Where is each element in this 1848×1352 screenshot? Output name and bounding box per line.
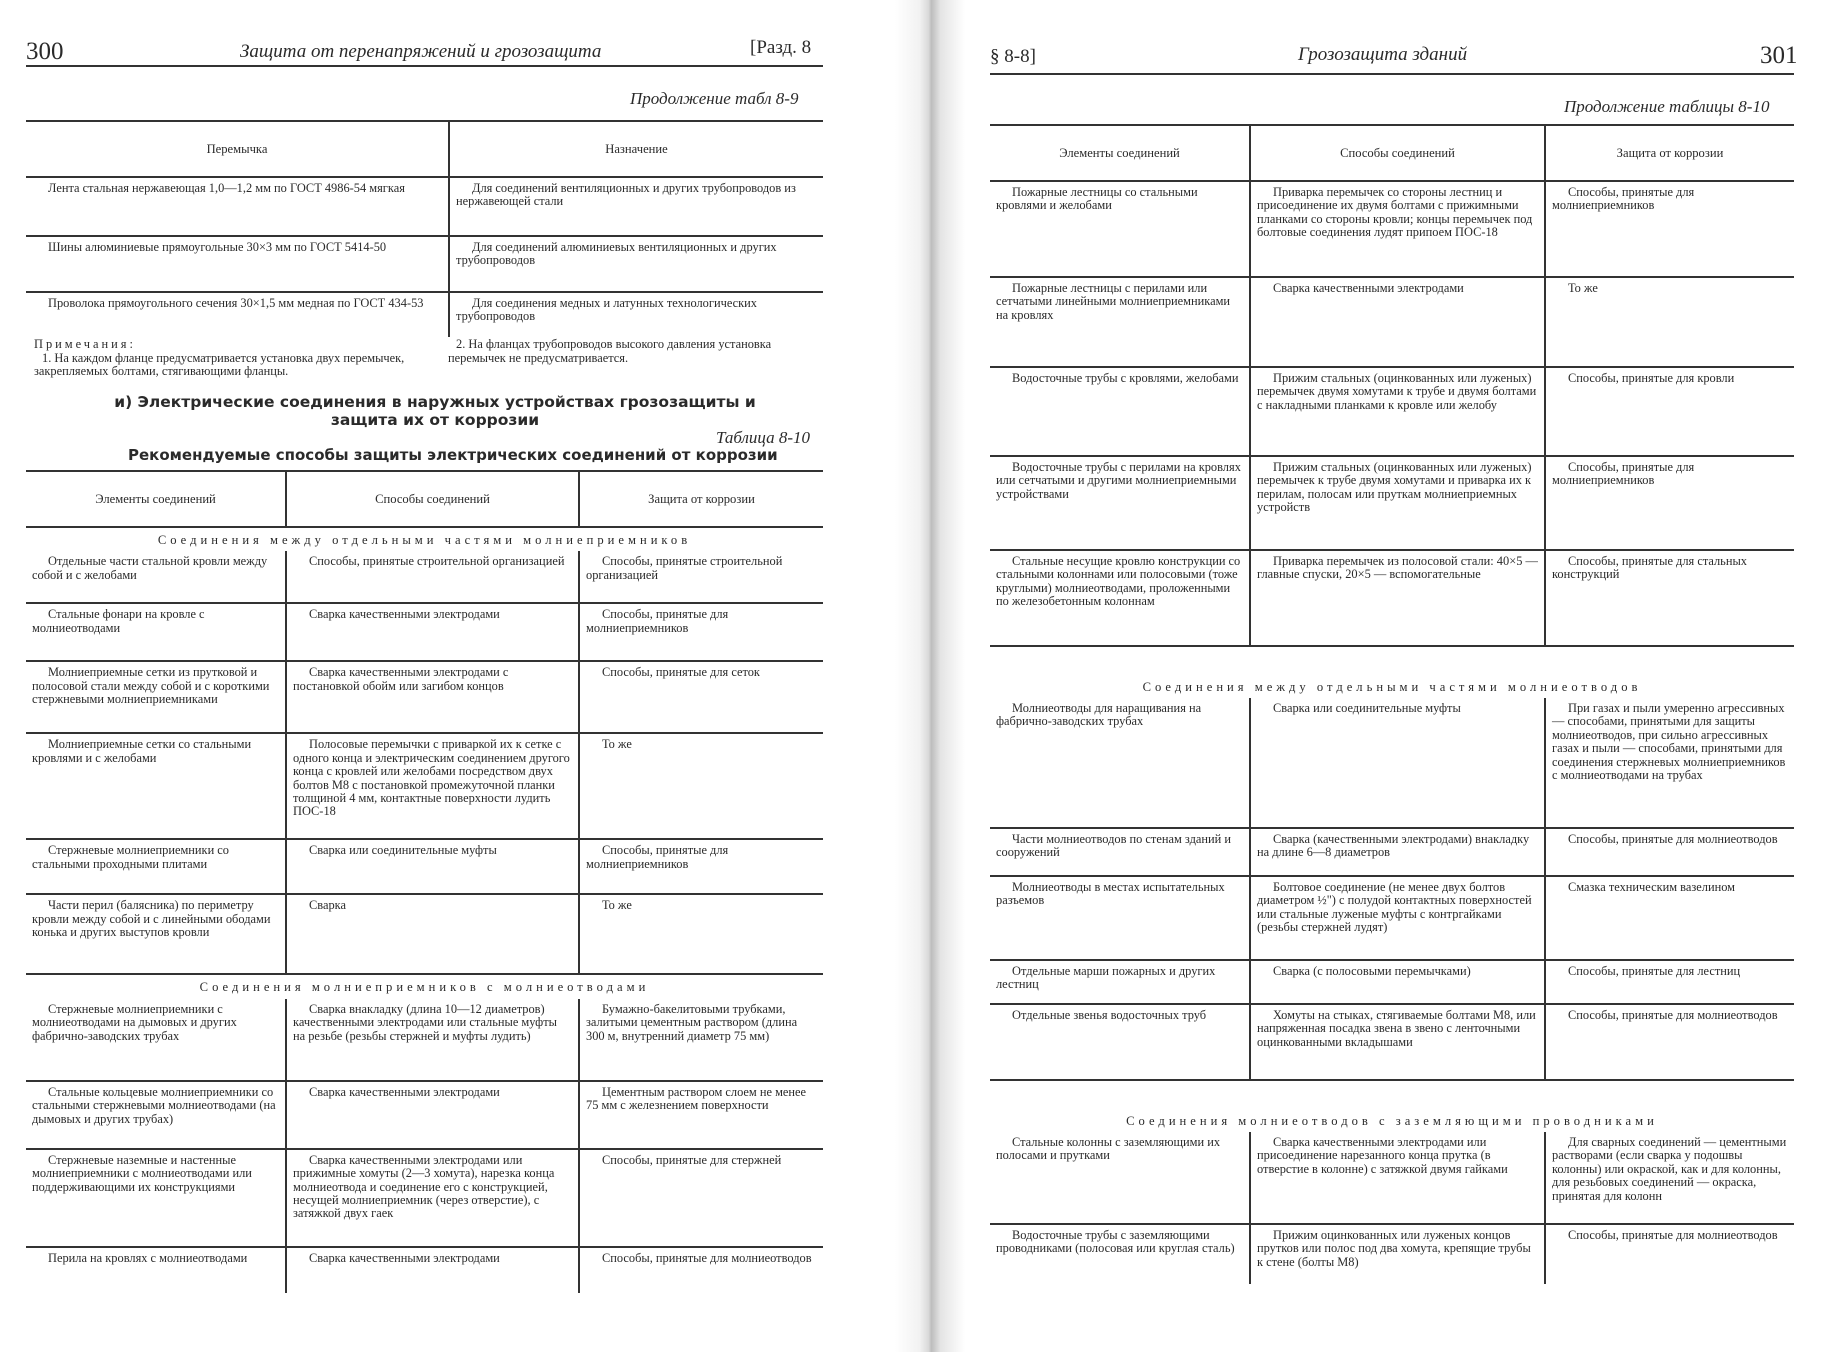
table-cell: Для соединений вентиляционных и других трубопроводов из нержавеющей стали <box>449 177 823 236</box>
table-cell: Прижим стальных (оцинкованных или луженых) перемычек двумя хомутами к трубе и двумя болтами с накладными планками к кровле или желобу <box>1250 367 1545 456</box>
table-row <box>26 999 823 1081</box>
table-cell: Шины алюминиевые прямоугольные 30×3 мм по ГОСТ 5414-50 <box>48 240 387 254</box>
table-row <box>990 181 1794 277</box>
table-row <box>26 894 823 974</box>
table-cell: Молниеприемные сетки из прутковой и полосовой стали между собой и с короткими стержневыми молниеприемниками <box>32 665 270 707</box>
table-cell: Способы, принятые для сеток <box>579 661 823 733</box>
table-row <box>26 551 823 603</box>
table-8-10-continued <box>990 124 1794 1284</box>
table-cell: Цементным раствором слоем не менее 75 мм с железнением поверхности <box>579 1081 823 1149</box>
column-header: Назначение <box>449 121 823 177</box>
table-row <box>26 236 823 292</box>
table-cell: Полосовые перемычки с приваркой их к сетке с одного конца и электрическим соединением другого конца с кровлей или желобами посредством двух болтов М8 с постановкой промежуточной планки толщиной 4 мм, контактные поверхности лудить ПОС-18 <box>286 733 579 839</box>
table-row <box>990 456 1794 550</box>
table-cell: То же <box>1545 277 1794 367</box>
page-number: 300 <box>26 38 64 65</box>
table-cell: Способы, принятые для молниеотводов <box>1545 1004 1794 1080</box>
table-cell: То же <box>579 733 823 839</box>
column-header: Способы соединений <box>286 471 579 527</box>
notes-left <box>34 338 424 379</box>
table-cell: Сварка (качественными электродами) внакладку на длине 6—8 диаметров <box>1250 828 1545 876</box>
table-row <box>990 550 1794 646</box>
table-cell: Сварка (с полосовыми перемычками) <box>1250 960 1545 1004</box>
note-1: 1. На каждом фланце предусматривается установка двух перемычек, закрепляемых болтами, стягивающими фланцы. <box>34 350 405 378</box>
notes-heading: Примечания: <box>34 337 136 351</box>
table-cell: Пожарные лестницы с перилами или сетчатыми линейными молниеприемниками на кровлях <box>996 281 1231 322</box>
table-cell: Для соединения медных и латунных технологических трубопроводов <box>449 292 823 337</box>
table-cell: Хомуты на стыках, стягиваемые болтами М8, или напряженная посадка звена в звено с ленточными оцинкованными вкладышами <box>1250 1004 1545 1080</box>
table-cell: Отдельные части стальной кровли между собой и с желобами <box>32 554 268 582</box>
table-cell: Водосточные трубы с кровлями, желобами <box>1012 371 1239 385</box>
table-cell: Проволока прямоугольного сечения 30×1,5 мм медная по ГОСТ 434-53 <box>48 296 424 310</box>
table-row <box>990 367 1794 456</box>
column-header: Защита от коррозии <box>1545 125 1794 181</box>
column-header: Способы соединений <box>1250 125 1545 181</box>
table-title: Рекомендуемые способы защиты электрических соединений от коррозии <box>128 446 778 464</box>
right-page <box>960 0 1848 1352</box>
table-cell: Прижим стальных (оцинкованных или луженых) перемычек к трубе двумя хомутами и приварка их к перилам, полосам или пруткам молниеприемных устройств <box>1250 456 1545 550</box>
table-cell: Молниеотводы в местах испытательных разъемов <box>996 880 1225 908</box>
table-cell: Отдельные марши пожарных и других лестниц <box>996 964 1216 992</box>
section-title: и) Электрические соединения в наружных устройствах грозозащиты и защита их от коррозии <box>114 393 756 429</box>
table-row <box>26 292 823 337</box>
section-ref: § 8-8] <box>990 46 1036 67</box>
table-cell: Для соединений алюминиевых вентиляционных и других трубопроводов <box>449 236 823 292</box>
table-cell: Бумажно-бакелитовыми трубками, залитыми цементным раствором (длина 300 м, внутренний диаметр 75 мм) <box>579 999 823 1081</box>
table-cell: Молниеприемные сетки со стальными кровлями и с желобами <box>32 737 252 765</box>
table-cell: Стальные кольцевые молниеприемники со стальными стержневыми молниеотводами (на дымовых и других трубах) <box>32 1084 276 1126</box>
table-cell: Стальные несущие кровлю конструкции со стальными колоннами или полосовыми (тоже круглыми) молниеотводами, проложенными по железобетонным колоннам <box>996 554 1241 609</box>
table-cell: Сварка <box>286 894 579 974</box>
table-cell: Сварка внакладку (длина 10—12 диаметров) качественными электродами или стальные муфты на резьбе (резьбы стержней и муфты лудить) <box>286 999 579 1081</box>
table-cell: Сварка качественными электродами или прижимные хомуты (2—3 хомута), нарезка конца молниеотвода и соединение его с конструкцией, несущей молниеприемник (через отверстие), с затяжкой двух гаек <box>286 1149 579 1247</box>
header-rule <box>26 65 823 67</box>
table-cell: Приварка перемычек из полосовой стали: 40×5 — главные спуски, 20×5 — вспомогательные <box>1250 550 1545 646</box>
table-cell: Смазка техническим вазелином <box>1545 876 1794 960</box>
table-cell: Способы, принятые для молниеотводов <box>1545 828 1794 876</box>
section-row <box>990 1080 1794 1132</box>
table-cell: Способы, принятые для молниеприемников <box>1545 456 1794 550</box>
table-cell: Перила на кровлях с молниеотводами <box>48 1250 248 1265</box>
table-cell: Способы, принятые для молниеотводов <box>1545 1224 1794 1284</box>
table-row <box>990 698 1794 828</box>
table-cell: Стальные фонари на кровле с молниеотводами <box>32 607 205 635</box>
table-cell: Водосточные трубы с заземляющими проводниками (полосовая или круглая сталь) <box>996 1228 1235 1256</box>
table-cell: Способы, принятые для кровли <box>1545 367 1794 456</box>
section-row <box>26 527 823 551</box>
table-cell: Способы, принятые для лестниц <box>1545 960 1794 1004</box>
table-cell: Сварка качественными электродами или присоединение нарезанного конца прутка (в отверстие в колонне) с затяжкой двумя гайками <box>1250 1132 1545 1224</box>
table-label: Таблица 8-10 <box>716 428 810 447</box>
table-cell: Части перил (балясника) по периметру кровли между собой и с линейными ободами конька и других выступов кровли <box>32 898 271 940</box>
book-gutter <box>895 0 965 1352</box>
table-cell: Прижим оцинкованных или луженых концов прутков или полос под два хомута, крепящие трубы к стене (болты М8) <box>1250 1224 1545 1284</box>
table-row <box>990 828 1794 876</box>
section-row <box>990 646 1794 698</box>
section-heading: Соединения между отдельными частями молниеотводов <box>1142 679 1642 694</box>
table-cell: Сварка качественными электродами с постановкой обойм или загибом концов <box>286 661 579 733</box>
table-cell: Способы, принятые строительной организацией <box>286 551 579 603</box>
section-heading: Соединения молниеотводов с заземляющими проводниками <box>1126 1113 1658 1128</box>
left-page <box>0 0 900 1352</box>
table-cell: При газах и пыли умеренно агрессивных — способами, принятыми для защиты молниеотводов, при сильно агрессивных газах и пыли — способами, принятыми для соединения стержневых молниеприемников с молниеотводами на трубах <box>1545 698 1794 828</box>
table-cell: Способы, принятые для молниеприемников <box>579 839 823 894</box>
running-title: Грозозащита зданий <box>1298 44 1468 65</box>
section-ref: [Разд. 8 <box>750 37 812 58</box>
table-cell: Лента стальная нержавеющая 1,0—1,2 мм по ГОСТ 4986-54 мягкая <box>48 181 405 195</box>
table-cell: Для сварных соединений — цементными растворами (если сварка у подошвы колонны) или окраской, как и для колонны, для резьбовых соединений — окраска, принятая для колонн <box>1545 1132 1794 1224</box>
table-cell: Стальные колонны с заземляющими их полосами и прутками <box>996 1135 1221 1163</box>
table-cell: Сварка качественными электродами <box>286 603 579 661</box>
table-row <box>990 1224 1794 1284</box>
table-continuation-label: Продолжение табл 8-9 <box>630 89 799 108</box>
table-row <box>26 661 823 733</box>
table-cell: Молниеотводы для наращивания на фабрично-заводских трубах <box>996 701 1202 729</box>
table-cell: Способы, принятые для молниеотводов <box>579 1247 823 1293</box>
column-header: Элементы соединений <box>1059 146 1180 161</box>
section-row <box>26 974 823 998</box>
table-cell: Сварка качественными электродами <box>286 1247 579 1293</box>
table-cell: Отдельные звенья водосточных труб <box>1012 1008 1207 1022</box>
table-continuation-label: Продолжение таблицы 8-10 <box>1564 97 1770 116</box>
table-cell: Сварка или соединительные муфты <box>286 839 579 894</box>
table-cell: То же <box>579 894 823 974</box>
table-row <box>26 839 823 894</box>
table-cell: Сварка качественными электродами <box>286 1081 579 1149</box>
table-row <box>990 960 1794 1004</box>
table-cell: Сварка качественными электродами <box>1250 277 1545 367</box>
table-row <box>990 277 1794 367</box>
table-row <box>26 1247 823 1293</box>
table-cell: Стержневые молниеприемники с молниеотводами на дымовых и других фабрично-заводских трубах <box>32 1001 237 1043</box>
column-header: Элементы соединений <box>95 492 216 507</box>
header-rule <box>990 73 1794 75</box>
table-row <box>990 876 1794 960</box>
table-row <box>26 733 823 839</box>
column-header: Защита от коррозии <box>579 471 823 527</box>
table-cell: Болтовое соединение (не менее двух болтов диаметром ½") с полудой контактных поверхностей или стальные луженые муфты с контргайками (резьбы стержней лудят) <box>1250 876 1545 960</box>
table-8-10 <box>26 470 823 1293</box>
note-2: 2. На фланцах трубопроводов высокого давления установка перемычек не предусматривается. <box>448 337 772 365</box>
table-cell: Части молниеотводов по стенам зданий и сооружений <box>996 832 1232 860</box>
table-cell: Способы, принятые для стержней <box>579 1149 823 1247</box>
table-cell: Водосточные трубы с перилами на кровлях или сетчатыми и другими молниеприемными устройствами <box>996 460 1241 501</box>
table-cell: Приварка перемычек со стороны лестниц и присоединение их двумя болтами с прижимными планками со стороны кровли; концы перемычек под болтовые соединения лудят припоем ПОС-18 <box>1250 181 1545 277</box>
column-header: Перемычка <box>206 142 268 157</box>
table-cell: Способы, принятые для молниеприемников <box>579 603 823 661</box>
table-row <box>990 1132 1794 1224</box>
page-number: 301 <box>1760 42 1798 69</box>
section-heading: Соединения молниеприемников с молниеотводами <box>199 980 650 995</box>
table-row <box>990 1004 1794 1080</box>
table-cell: Стержневые молниеприемники со стальными проходными плитами <box>32 843 229 871</box>
table-row <box>26 1149 823 1247</box>
table-row <box>26 603 823 661</box>
running-title: Защита от перенапряжений и грозозащита <box>240 41 602 62</box>
table-row <box>26 177 823 236</box>
table-row <box>26 1081 823 1149</box>
table-cell: Способы, принятые для молниеприемников <box>1545 181 1794 277</box>
section-heading: Соединения между отдельными частями молниеприемников <box>157 533 692 547</box>
table-cell: Способы, принятые для стальных конструкций <box>1545 550 1794 646</box>
table-cell: Пожарные лестницы со стальными кровлями и желобами <box>996 185 1198 213</box>
table-cell: Стержневые наземные и настенные молниеприемники с молниеотводами или поддерживающими их конструкциями <box>32 1152 252 1194</box>
table-8-9 <box>26 120 823 337</box>
table-cell: Сварка или соединительные муфты <box>1250 698 1545 828</box>
table-cell: Способы, принятые строительной организацией <box>579 551 823 603</box>
